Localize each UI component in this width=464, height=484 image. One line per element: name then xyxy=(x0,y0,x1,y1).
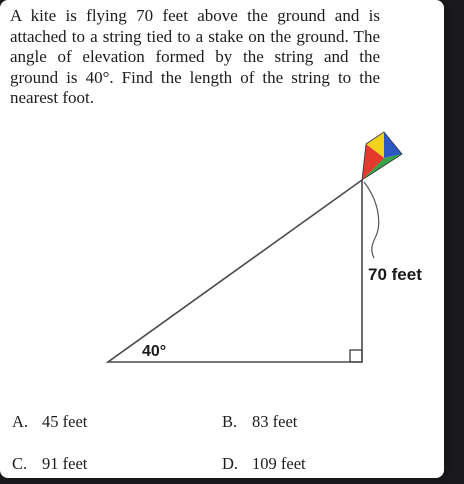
question-text: A kite is flying 70 feet above the ground and is attached to a string tied to a stake on the ground. The angle of elevation formed by the string and the ground is 40°. Find the length of the string to the nearest foot. xyxy=(10,6,380,107)
choice-a-letter: A. xyxy=(12,412,29,431)
kite-icon xyxy=(362,132,402,180)
choice-d-letter: D. xyxy=(222,454,239,473)
right-angle-marker xyxy=(350,350,362,362)
choice-b[interactable] xyxy=(222,412,297,432)
kite-tail xyxy=(364,182,379,258)
choice-b-text: 83 feet xyxy=(252,412,298,431)
choice-c-text: 91 feet xyxy=(42,454,88,473)
choice-c-letter: C. xyxy=(12,454,28,473)
choice-d-text: 109 feet xyxy=(252,454,306,473)
angle-label: 40° xyxy=(142,343,167,360)
choice-b-letter: B. xyxy=(222,412,238,431)
side-length-label: 70 feet xyxy=(368,265,422,284)
triangle xyxy=(108,180,362,362)
choice-c[interactable] xyxy=(12,454,87,474)
choice-a-text: 45 feet xyxy=(42,412,88,431)
choice-d[interactable] xyxy=(222,454,306,474)
choice-a[interactable] xyxy=(12,412,87,432)
